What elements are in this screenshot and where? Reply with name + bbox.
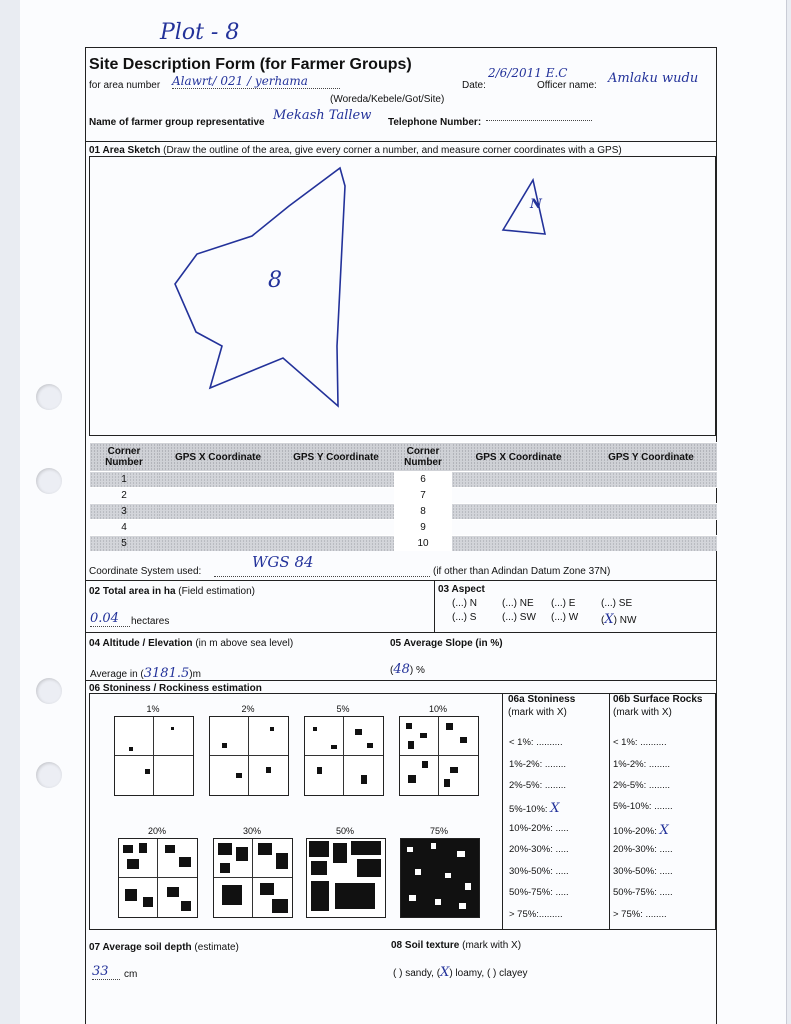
gps-y-cell[interactable] [278, 536, 394, 552]
corner-number-cell: 9 [394, 520, 452, 536]
gps-y-cell[interactable] [585, 536, 717, 552]
area-hint: (Woreda/Kebele/Got/Site) [330, 94, 445, 105]
stoniness-example-30pct [213, 838, 293, 918]
stoniness-option[interactable]: 10%-20%: ..... [509, 823, 569, 834]
table-row [90, 520, 717, 536]
aspect-option-n[interactable]: (...) N [452, 598, 477, 609]
stoniness-option[interactable]: 30%-50%: ..... [509, 866, 569, 877]
divider [502, 693, 503, 930]
coord-system-label: Coordinate System used: [89, 566, 202, 577]
binder-hole [36, 678, 62, 704]
rep-value: Mekash Tallew [273, 108, 372, 123]
soil-texture-mark: X [440, 965, 450, 980]
coord-system-note: (if other than Adindan Datum Zone 37N) [433, 566, 611, 577]
percent-label: 10% [428, 704, 447, 714]
aspect-option-nw[interactable]: (X) NW [601, 612, 637, 627]
corner-number-cell: 6 [394, 472, 452, 488]
soil-texture-heading: 08 Soil texture (mark with X) [391, 940, 522, 951]
stoniness-col-sub: (mark with X) [508, 707, 567, 718]
binder-hole [36, 762, 62, 788]
soil-sandy-option[interactable]: ( ) sandy, [393, 968, 434, 979]
surface-rocks-option[interactable]: 30%-50%: ..... [613, 866, 673, 877]
gps-x-cell[interactable] [452, 520, 585, 536]
soil-depth-heading: 07 Average soil depth (estimate) [89, 942, 239, 953]
plot-label: Plot - 8 [160, 20, 240, 45]
divider [434, 580, 435, 632]
slope-value: 48 [393, 662, 410, 677]
gps-y-cell[interactable] [278, 504, 394, 520]
stoniness-option[interactable]: 2%-5%: ........ [509, 780, 567, 791]
area-number-value: Alawrt/ 021 / yerhama [172, 74, 340, 89]
gps-x-cell[interactable] [158, 472, 278, 488]
surface-rocks-option[interactable]: < 1%: .......... [613, 737, 667, 748]
th-gps-x: GPS X Coordinate [452, 443, 585, 472]
divider [85, 680, 717, 681]
divider [85, 632, 717, 633]
gps-table-header [90, 443, 717, 472]
gps-y-cell[interactable] [278, 488, 394, 504]
officer-value: Amlaku wudu [608, 71, 699, 86]
surface-rocks-col-title: 06b Surface Rocks [613, 694, 703, 705]
slope-field: (48) % [390, 662, 425, 677]
gps-x-cell[interactable] [452, 536, 585, 552]
surface-rocks-option-selected[interactable]: 10%-20%: X [613, 823, 669, 838]
plot-outline [175, 168, 345, 406]
stoniness-mark: X [550, 801, 560, 816]
corner-number-cell: 1 [90, 472, 158, 488]
table-row [90, 504, 717, 520]
total-area-value: 0.04 [90, 611, 130, 627]
gps-y-cell[interactable] [585, 504, 717, 520]
aspect-mark: X [604, 612, 614, 627]
aspect-option-w[interactable]: (...) W [551, 612, 579, 623]
corner-number-cell: 10 [394, 536, 452, 552]
soil-depth-value: 33 [92, 964, 120, 980]
total-area-unit: hectares [131, 616, 170, 627]
surface-rocks-option[interactable]: 20%-30%: ..... [613, 844, 673, 855]
th-corner-number: Corner Number [90, 443, 158, 472]
gps-x-cell[interactable] [158, 488, 278, 504]
aspect-option-se[interactable]: (...) SE [601, 598, 633, 609]
th-gps-y: GPS Y Coordinate [278, 443, 394, 472]
gps-x-cell[interactable] [158, 504, 278, 520]
area-sketch-drawing [89, 156, 716, 436]
coord-system-value: WGS 84 [252, 553, 314, 571]
altitude-heading: 04 Altitude / Elevation (in m above sea level) [89, 638, 294, 649]
aspect-option-sw[interactable]: (...) SW [502, 612, 536, 623]
percent-label: 30% [242, 826, 261, 836]
corner-number-cell: 8 [394, 504, 452, 520]
stoniness-example-50pct [306, 838, 386, 918]
corner-number-cell: 4 [90, 520, 158, 536]
stoniness-example-5pct [304, 716, 384, 796]
binder-hole [36, 468, 62, 494]
stoniness-example-75pct [400, 838, 480, 918]
soil-clayey-option[interactable]: ( ) clayey [486, 968, 528, 979]
surface-rocks-option[interactable]: 5%-10%: ....... [613, 801, 673, 812]
gps-y-cell[interactable] [278, 472, 394, 488]
stoniness-option[interactable]: < 1%: .......... [509, 737, 563, 748]
percent-label: 50% [335, 826, 354, 836]
table-row [90, 536, 717, 552]
corner-number-cell: 5 [90, 536, 158, 552]
date-value: 2/6/2011 E.C [488, 66, 568, 80]
table-row [90, 472, 717, 488]
stoniness-example-2pct [209, 716, 289, 796]
stoniness-example-10pct [399, 716, 479, 796]
percent-label: 2% [241, 704, 255, 714]
stoniness-col-title: 06a Stoniness [508, 694, 576, 705]
gps-x-cell[interactable] [452, 472, 585, 488]
phone-field [486, 120, 592, 121]
table-row [90, 488, 717, 504]
stoniness-option[interactable]: 50%-75%: ..... [509, 887, 569, 898]
divider [85, 141, 717, 142]
gps-x-cell[interactable] [158, 536, 278, 552]
form-title: Site Description Form (for Farmer Groups) [89, 56, 412, 73]
divider [609, 693, 610, 930]
surface-rocks-option[interactable]: 2%-5%: ........ [613, 780, 671, 791]
percent-label: 1% [146, 704, 160, 714]
soil-texture-options [393, 965, 528, 980]
surface-rocks-mark: X [659, 823, 669, 838]
corner-number-cell: 2 [90, 488, 158, 504]
surface-rocks-option[interactable]: > 75%: ........ [613, 909, 667, 920]
coord-system-field [214, 576, 430, 577]
sketch-heading: 01 Area Sketch (Draw the outline of the area, give every corner a number, and measure corner coordinates with a GPS) [89, 145, 622, 156]
gps-coordinate-table [90, 442, 717, 551]
soil-loamy-option[interactable]: (X) loamy, [436, 965, 485, 980]
officer-label: Officer name: [537, 80, 597, 91]
gps-x-cell[interactable] [158, 520, 278, 536]
corner-number-cell: 7 [394, 488, 452, 504]
stoniness-example-1pct [114, 716, 194, 796]
divider [85, 580, 717, 581]
date-label: Date: [462, 80, 486, 91]
area-number-label: for area number [89, 80, 161, 91]
gps-y-cell[interactable] [585, 488, 717, 504]
altitude-field: Average in (3181.5)m [90, 666, 201, 681]
aspect-option-s[interactable]: (...) S [452, 612, 477, 623]
rep-label: Name of farmer group representative [89, 117, 265, 128]
surface-rocks-col-sub: (mark with X) [613, 707, 672, 718]
percent-label: 75% [429, 826, 448, 836]
aspect-option-e[interactable]: (...) E [551, 598, 576, 609]
gps-y-cell[interactable] [585, 520, 717, 536]
th-gps-x: GPS X Coordinate [158, 443, 278, 472]
stoniness-option[interactable]: > 75%:......... [509, 909, 563, 920]
phone-label: Telephone Number: [388, 117, 482, 128]
percent-label: 20% [147, 826, 166, 836]
gps-x-cell[interactable] [452, 504, 585, 520]
aspect-heading: 03 Aspect [438, 584, 485, 595]
surface-rocks-option[interactable]: 1%-2%: ........ [613, 759, 671, 770]
percent-label: 5% [336, 704, 350, 714]
slope-heading: 05 Average Slope (in %) [390, 638, 503, 649]
altitude-value: 3181.5 [143, 666, 190, 681]
th-corner-number: Corner Number [394, 443, 452, 472]
stoniness-option[interactable]: 1%-2%: ........ [509, 759, 567, 770]
stoniness-example-20pct [118, 838, 198, 918]
surface-rocks-option[interactable]: 50%-75%: ..... [613, 887, 673, 898]
aspect-option-ne[interactable]: (...) NE [502, 598, 534, 609]
stoniness-option[interactable]: 20%-30%: ..... [509, 844, 569, 855]
th-gps-y: GPS Y Coordinate [585, 443, 717, 472]
gps-x-cell[interactable] [452, 488, 585, 504]
gps-y-cell[interactable] [278, 520, 394, 536]
gps-y-cell[interactable] [585, 472, 717, 488]
total-area-heading: 02 Total area in ha (Field estimation) [89, 586, 255, 597]
plot-number: 8 [268, 268, 282, 293]
north-label: N [530, 197, 542, 212]
soil-depth-unit: cm [124, 969, 138, 980]
binder-hole [36, 384, 62, 410]
stoniness-option-selected[interactable]: 5%-10%: X [509, 801, 560, 816]
corner-number-cell: 3 [90, 504, 158, 520]
stoniness-heading: 06 Stoniness / Rockiness estimation [89, 683, 262, 694]
